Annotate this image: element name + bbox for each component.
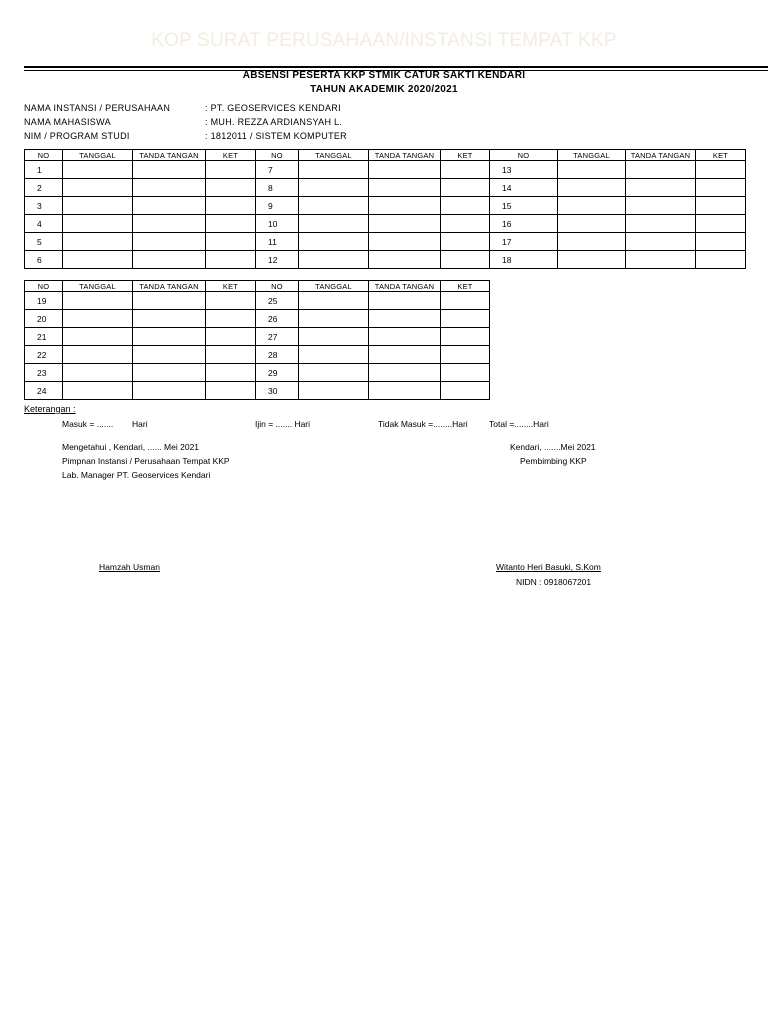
cell-ket[interactable]	[206, 215, 256, 233]
cell-ket[interactable]	[441, 328, 490, 346]
cell-tanggal[interactable]	[299, 382, 369, 400]
cell-no: 30	[256, 382, 299, 400]
cell-tanggal[interactable]	[63, 197, 133, 215]
cell-ket[interactable]	[441, 233, 490, 251]
cell-tanggal[interactable]	[299, 161, 369, 179]
header-ket: KET	[441, 281, 490, 292]
cell-tanggal[interactable]	[63, 215, 133, 233]
cell-tanda-tangan[interactable]	[133, 161, 206, 179]
cell-tanda-tangan[interactable]	[133, 292, 206, 310]
table-row	[25, 292, 490, 310]
cell-tanggal[interactable]	[299, 346, 369, 364]
cell-tanggal[interactable]	[558, 197, 626, 215]
cell-tanda-tangan[interactable]	[369, 364, 441, 382]
header-tanggal: TANGGAL	[63, 281, 133, 292]
header-tanggal: TANGGAL	[63, 150, 133, 161]
header-tanggal: TANGGAL	[558, 150, 626, 161]
keterangan-title: Keterangan :	[24, 404, 76, 414]
cell-tanda-tangan[interactable]	[133, 364, 206, 382]
left-signature-date: Mengetahui , Kendari, ...... Mei 2021	[62, 442, 200, 452]
right-signatory-nidn: NIDN : 0918067201	[516, 577, 592, 587]
keterangan-ijin: Ijin = ....... Hari	[255, 419, 311, 429]
table-header-row	[25, 281, 490, 292]
header-no: NO	[25, 150, 63, 161]
left-signature-role: Pimpnan Instansi / Perusahaan Tempat KKP	[62, 456, 230, 466]
cell-no: 10	[256, 215, 299, 233]
cell-no: 28	[256, 346, 299, 364]
info-value: : 1812011 / SISTEM KOMPUTER	[205, 131, 347, 141]
info-label: NAMA MAHASISWA	[24, 117, 111, 127]
cell-ket[interactable]	[441, 179, 490, 197]
cell-no: 11	[256, 233, 299, 251]
cell-no: 25	[256, 292, 299, 310]
cell-tanggal[interactable]	[299, 179, 369, 197]
cell-tanda-tangan[interactable]	[369, 328, 441, 346]
cell-tanda-tangan[interactable]	[369, 251, 441, 269]
header-ket: KET	[206, 281, 256, 292]
cell-ket[interactable]	[696, 233, 746, 251]
cell-tanda-tangan[interactable]	[133, 197, 206, 215]
cell-ket[interactable]	[696, 251, 746, 269]
cell-tanggal[interactable]	[558, 233, 626, 251]
header-ket: KET	[206, 150, 256, 161]
cell-tanggal[interactable]	[63, 251, 133, 269]
cell-no: 1	[25, 161, 63, 179]
cell-ket[interactable]	[696, 161, 746, 179]
cell-no: 12	[256, 251, 299, 269]
cell-tanda-tangan[interactable]	[626, 233, 696, 251]
cell-tanda-tangan[interactable]	[369, 310, 441, 328]
table-row	[25, 328, 490, 346]
cell-tanggal[interactable]	[63, 364, 133, 382]
cell-tanda-tangan[interactable]	[369, 346, 441, 364]
cell-no: 2	[25, 179, 63, 197]
cell-tanda-tangan[interactable]	[133, 233, 206, 251]
cell-tanggal[interactable]	[558, 179, 626, 197]
cell-tanggal[interactable]	[299, 197, 369, 215]
cell-tanggal[interactable]	[558, 161, 626, 179]
left-signatory-name: Hamzah Usman	[99, 562, 160, 572]
cell-no: 24	[25, 382, 63, 400]
header-no: NO	[25, 281, 63, 292]
header-tanda-tangan: TANDA TANGAN	[133, 281, 206, 292]
cell-no: 19	[25, 292, 63, 310]
cell-no: 4	[25, 215, 63, 233]
cell-ket[interactable]	[206, 346, 256, 364]
info-label: NAMA INSTANSI / PERUSAHAAN	[24, 103, 171, 113]
letterhead-placeholder: KOP SURAT PERUSAHAAN/INSTANSI TEMPAT KKP	[151, 30, 617, 51]
cell-tanda-tangan[interactable]	[369, 161, 441, 179]
cell-no: 13	[490, 161, 558, 179]
table-row	[25, 251, 746, 269]
header-rule-thick	[24, 66, 768, 68]
cell-tanda-tangan[interactable]	[626, 161, 696, 179]
info-label: NIM / PROGRAM STUDI	[24, 131, 130, 141]
cell-tanda-tangan[interactable]	[626, 251, 696, 269]
cell-tanggal[interactable]	[63, 310, 133, 328]
cell-ket[interactable]	[206, 161, 256, 179]
header-no: NO	[256, 281, 299, 292]
cell-tanggal[interactable]	[63, 346, 133, 364]
table-row	[25, 215, 746, 233]
cell-ket[interactable]	[441, 251, 490, 269]
cell-no: 8	[256, 179, 299, 197]
cell-tanda-tangan[interactable]	[133, 346, 206, 364]
cell-no: 5	[25, 233, 63, 251]
cell-no: 16	[490, 215, 558, 233]
header-ket: KET	[441, 150, 490, 161]
header-tanggal: TANGGAL	[299, 150, 369, 161]
cell-tanda-tangan[interactable]	[369, 215, 441, 233]
cell-ket[interactable]	[206, 197, 256, 215]
cell-tanggal[interactable]	[299, 328, 369, 346]
header-tanda-tangan: TANDA TANGAN	[133, 150, 206, 161]
header-no: NO	[256, 150, 299, 161]
academic-year: TAHUN AKADEMIK 2020/2021	[310, 84, 458, 95]
cell-no: 29	[256, 364, 299, 382]
cell-ket[interactable]	[206, 328, 256, 346]
cell-no: 15	[490, 197, 558, 215]
keterangan-masuk: Masuk = .......	[62, 419, 114, 429]
cell-ket[interactable]	[441, 346, 490, 364]
cell-tanda-tangan[interactable]	[369, 382, 441, 400]
keterangan-tidak-masuk: Tidak Masuk =........Hari	[378, 419, 468, 429]
cell-tanggal[interactable]	[558, 215, 626, 233]
cell-ket[interactable]	[441, 310, 490, 328]
cell-ket[interactable]	[441, 292, 490, 310]
cell-no: 18	[490, 251, 558, 269]
cell-ket[interactable]	[206, 251, 256, 269]
attendance-table-2	[24, 280, 490, 400]
table-row	[25, 310, 490, 328]
right-signature-role: Pembimbing KKP	[520, 456, 587, 466]
table-row	[25, 346, 490, 364]
cell-ket[interactable]	[696, 215, 746, 233]
cell-tanda-tangan[interactable]	[369, 179, 441, 197]
cell-no: 14	[490, 179, 558, 197]
cell-no: 23	[25, 364, 63, 382]
cell-ket[interactable]	[206, 233, 256, 251]
cell-tanggal[interactable]	[63, 328, 133, 346]
cell-no: 7	[256, 161, 299, 179]
cell-tanggal[interactable]	[63, 382, 133, 400]
table-row	[25, 197, 746, 215]
cell-ket[interactable]	[696, 179, 746, 197]
table-header-row	[25, 150, 746, 161]
attendance-table-1	[24, 149, 746, 269]
table-row	[25, 161, 746, 179]
cell-tanda-tangan[interactable]	[133, 310, 206, 328]
cell-ket[interactable]	[441, 215, 490, 233]
cell-ket[interactable]	[441, 364, 490, 382]
cell-tanda-tangan[interactable]	[133, 328, 206, 346]
header-no: NO	[490, 150, 558, 161]
cell-tanggal[interactable]	[558, 251, 626, 269]
cell-tanda-tangan[interactable]	[133, 215, 206, 233]
cell-ket[interactable]	[696, 197, 746, 215]
info-value: : PT. GEOSERVICES KENDARI	[205, 103, 341, 113]
cell-tanda-tangan[interactable]	[369, 292, 441, 310]
header-tanda-tangan: TANDA TANGAN	[369, 150, 441, 161]
cell-tanda-tangan[interactable]	[369, 197, 441, 215]
cell-tanggal[interactable]	[299, 292, 369, 310]
table-row	[25, 179, 746, 197]
header-ket: KET	[696, 150, 746, 161]
cell-ket[interactable]	[441, 161, 490, 179]
cell-ket[interactable]	[441, 382, 490, 400]
cell-tanggal[interactable]	[299, 364, 369, 382]
cell-tanggal[interactable]	[63, 179, 133, 197]
info-value: : MUH. REZZA ARDIANSYAH L.	[205, 117, 343, 127]
table-row	[25, 233, 746, 251]
cell-no: 3	[25, 197, 63, 215]
document-title: ABSENSI PESERTA KKP STMIK CATUR SAKTI KENDARI	[242, 70, 526, 81]
table-row	[25, 364, 490, 382]
cell-ket[interactable]	[206, 292, 256, 310]
cell-ket[interactable]	[206, 179, 256, 197]
header-tanda-tangan: TANDA TANGAN	[626, 150, 696, 161]
table-row	[25, 382, 490, 400]
cell-no: 21	[25, 328, 63, 346]
cell-no: 17	[490, 233, 558, 251]
cell-tanggal[interactable]	[299, 215, 369, 233]
cell-ket[interactable]	[206, 364, 256, 382]
cell-ket[interactable]	[441, 197, 490, 215]
cell-ket[interactable]	[206, 382, 256, 400]
cell-no: 26	[256, 310, 299, 328]
cell-no: 20	[25, 310, 63, 328]
cell-tanggal[interactable]	[63, 233, 133, 251]
keterangan-total: Total =........Hari	[489, 419, 549, 429]
keterangan-hari: Hari	[132, 419, 148, 429]
cell-tanda-tangan[interactable]	[133, 382, 206, 400]
cell-tanda-tangan[interactable]	[369, 233, 441, 251]
header-tanda-tangan: TANDA TANGAN	[369, 281, 441, 292]
cell-tanda-tangan[interactable]	[133, 251, 206, 269]
header-tanggal: TANGGAL	[299, 281, 369, 292]
cell-no: 22	[25, 346, 63, 364]
cell-tanggal[interactable]	[63, 292, 133, 310]
cell-tanda-tangan[interactable]	[626, 179, 696, 197]
cell-ket[interactable]	[206, 310, 256, 328]
cell-no: 9	[256, 197, 299, 215]
right-signatory-name: Witanto Heri Basuki, S.Kom	[496, 562, 601, 572]
cell-tanda-tangan[interactable]	[626, 215, 696, 233]
left-signature-position: Lab. Manager PT. Geoservices Kendari	[62, 470, 211, 480]
right-signature-date: Kendari, .......Mei 2021	[510, 442, 596, 452]
cell-tanggal[interactable]	[299, 310, 369, 328]
cell-tanggal[interactable]	[299, 233, 369, 251]
cell-tanda-tangan[interactable]	[626, 197, 696, 215]
cell-no: 6	[25, 251, 63, 269]
cell-no: 27	[256, 328, 299, 346]
cell-tanda-tangan[interactable]	[133, 179, 206, 197]
cell-tanggal[interactable]	[63, 161, 133, 179]
cell-tanggal[interactable]	[299, 251, 369, 269]
